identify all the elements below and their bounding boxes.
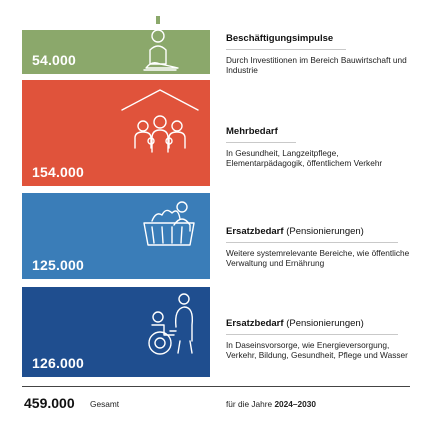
label-divider [226, 49, 346, 50]
bar-value-label: 154.000 [32, 164, 85, 180]
shopping-basket-worker-icon [138, 199, 208, 255]
bar-mehrbedarf [22, 80, 210, 186]
label-description: Durch Investitionen im Bereich Bauwirtschaft und Industrie [226, 55, 407, 76]
label-ersatzbedarf-1 [226, 226, 416, 269]
bar-value-label: 54.000 [32, 52, 77, 68]
label-description: Weitere systemrelevante Bereiche, wie öffentliche Verwaltung und Ernährung [226, 248, 410, 269]
label-divider [226, 334, 398, 335]
total-label: Gesamt [90, 399, 120, 409]
label-title: Beschäftigungsimpulse [226, 33, 334, 44]
bar-ersatzbedarf-2 [22, 287, 210, 377]
bar-value-label: 126.000 [32, 355, 85, 371]
caregiver-wheelchair-icon [140, 291, 204, 361]
bar-ersatzbedarf-1 [22, 193, 210, 279]
label-title: Mehrbedarf [226, 126, 278, 137]
people-under-roof-icon [110, 86, 200, 166]
label-title: Ersatzbedarf (Pensionierungen) [226, 318, 364, 329]
period-label: für die Jahre 2024–2030 [226, 399, 316, 409]
bar-beschaeftigungsimpulse [22, 30, 210, 74]
total-value: 459.000 [24, 395, 75, 411]
label-mehrbedarf [226, 126, 416, 169]
label-description: In Daseinsvorsorge, wie Energieversorgung, Verkehr, Bildung, Gesundheit, Pflege und Wasser [226, 340, 408, 361]
label-ersatzbedarf-2 [226, 318, 416, 361]
label-description: In Gesundheit, Langzeitpflege, Elementarpädagogik, öffentlichem Verkehr [226, 148, 383, 169]
bar-value-label: 125.000 [32, 257, 85, 273]
label-divider [226, 242, 398, 243]
label-title: Ersatzbedarf (Pensionierungen) [226, 226, 364, 237]
construction-worker-icon [136, 10, 182, 74]
total-divider [22, 386, 410, 387]
label-beschaeftigungsimpulse [226, 33, 416, 76]
label-divider [226, 142, 296, 143]
